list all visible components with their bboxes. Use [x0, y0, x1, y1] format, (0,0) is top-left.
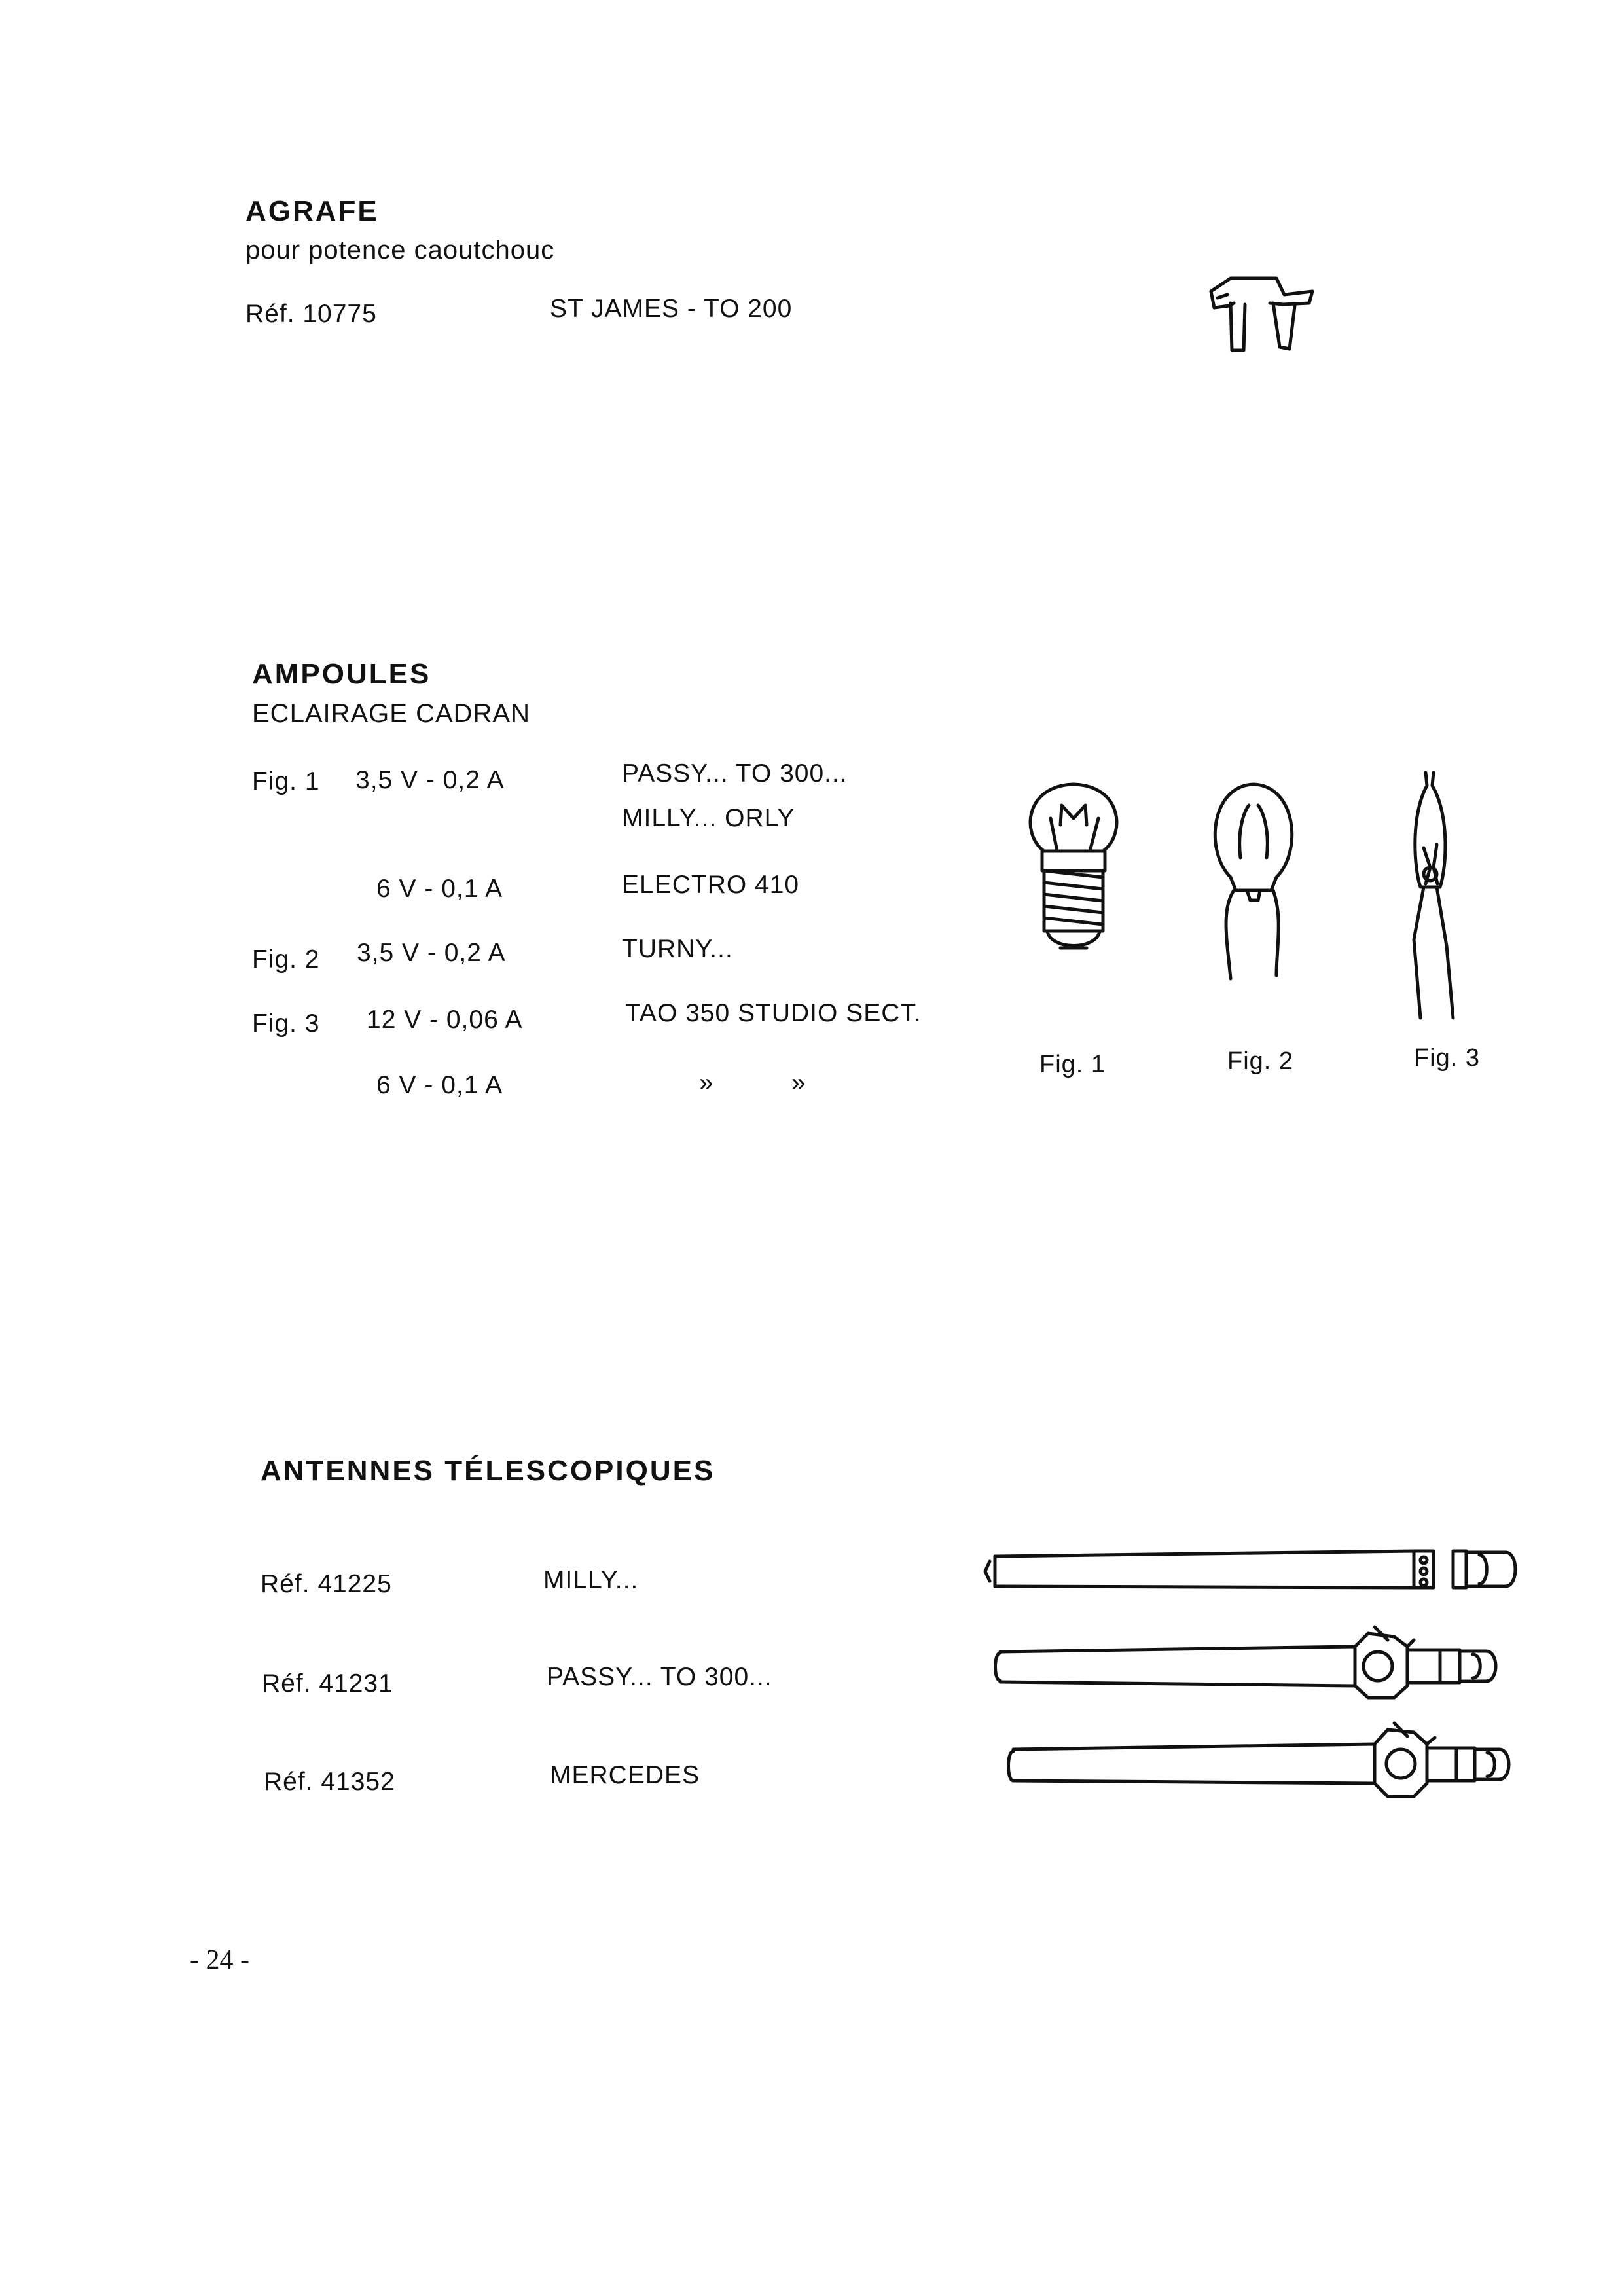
- bulb-wire-icon: [1394, 769, 1466, 1025]
- model-row-2: MILLY... ORLY: [622, 804, 795, 832]
- fig-label-3: Fig. 3: [252, 1010, 320, 1038]
- fig-caption-2: Fig. 2: [1227, 1048, 1294, 1075]
- model-row-5: TAO 350 STUDIO SECT.: [625, 999, 922, 1027]
- spec-row-4: 3,5 V - 0,2 A: [357, 939, 506, 967]
- section-title-agrafe: AGRAFE: [245, 195, 379, 227]
- model-agrafe: ST JAMES - TO 200: [550, 295, 793, 323]
- antenna-icon: [1001, 1715, 1519, 1813]
- section-subtitle-ampoules: ECLAIRAGE CADRAN: [252, 699, 530, 728]
- antenna-icon: [988, 1620, 1506, 1719]
- model-antenne-2: PASSY... TO 300...: [547, 1663, 772, 1691]
- ref-antenne-2: Réf. 41231: [262, 1669, 393, 1698]
- clip-icon: [1204, 272, 1319, 357]
- spec-row-1: 3,5 V - 0,2 A: [355, 766, 505, 794]
- section-title-antennes: ANTENNES TÉLESCOPIQUES: [261, 1455, 715, 1487]
- spec-row-6: 6 V - 0,1 A: [376, 1071, 503, 1099]
- section-title-ampoules: AMPOULES: [252, 658, 431, 690]
- model-antenne-1: MILLY...: [543, 1566, 639, 1594]
- model-row-6: » »: [699, 1068, 806, 1097]
- antenna-icon: [982, 1542, 1525, 1601]
- fig-caption-3: Fig. 3: [1414, 1044, 1481, 1072]
- bulb-bayonet-icon: [1211, 779, 1296, 982]
- spec-row-5: 12 V - 0,06 A: [367, 1006, 523, 1034]
- model-row-3: ELECTRO 410: [622, 871, 800, 899]
- ref-antenne-1: Réf. 41225: [261, 1570, 392, 1598]
- model-antenne-3: MERCEDES: [550, 1761, 700, 1789]
- fig-label-1: Fig. 1: [252, 767, 320, 795]
- page-number: - 24 -: [190, 1945, 249, 1975]
- ref-agrafe: Réf. 10775: [245, 300, 377, 328]
- spec-row-3: 6 V - 0,1 A: [376, 875, 503, 903]
- section-subtitle-agrafe: pour potence caoutchouc: [245, 236, 555, 264]
- bulb-screw-icon: [1021, 779, 1126, 969]
- model-row-4: TURNY...: [622, 935, 733, 963]
- ref-antenne-3: Réf. 41352: [264, 1768, 395, 1796]
- fig-caption-1: Fig. 1: [1039, 1051, 1106, 1078]
- model-row-1: PASSY... TO 300...: [622, 759, 848, 788]
- fig-label-2: Fig. 2: [252, 945, 320, 974]
